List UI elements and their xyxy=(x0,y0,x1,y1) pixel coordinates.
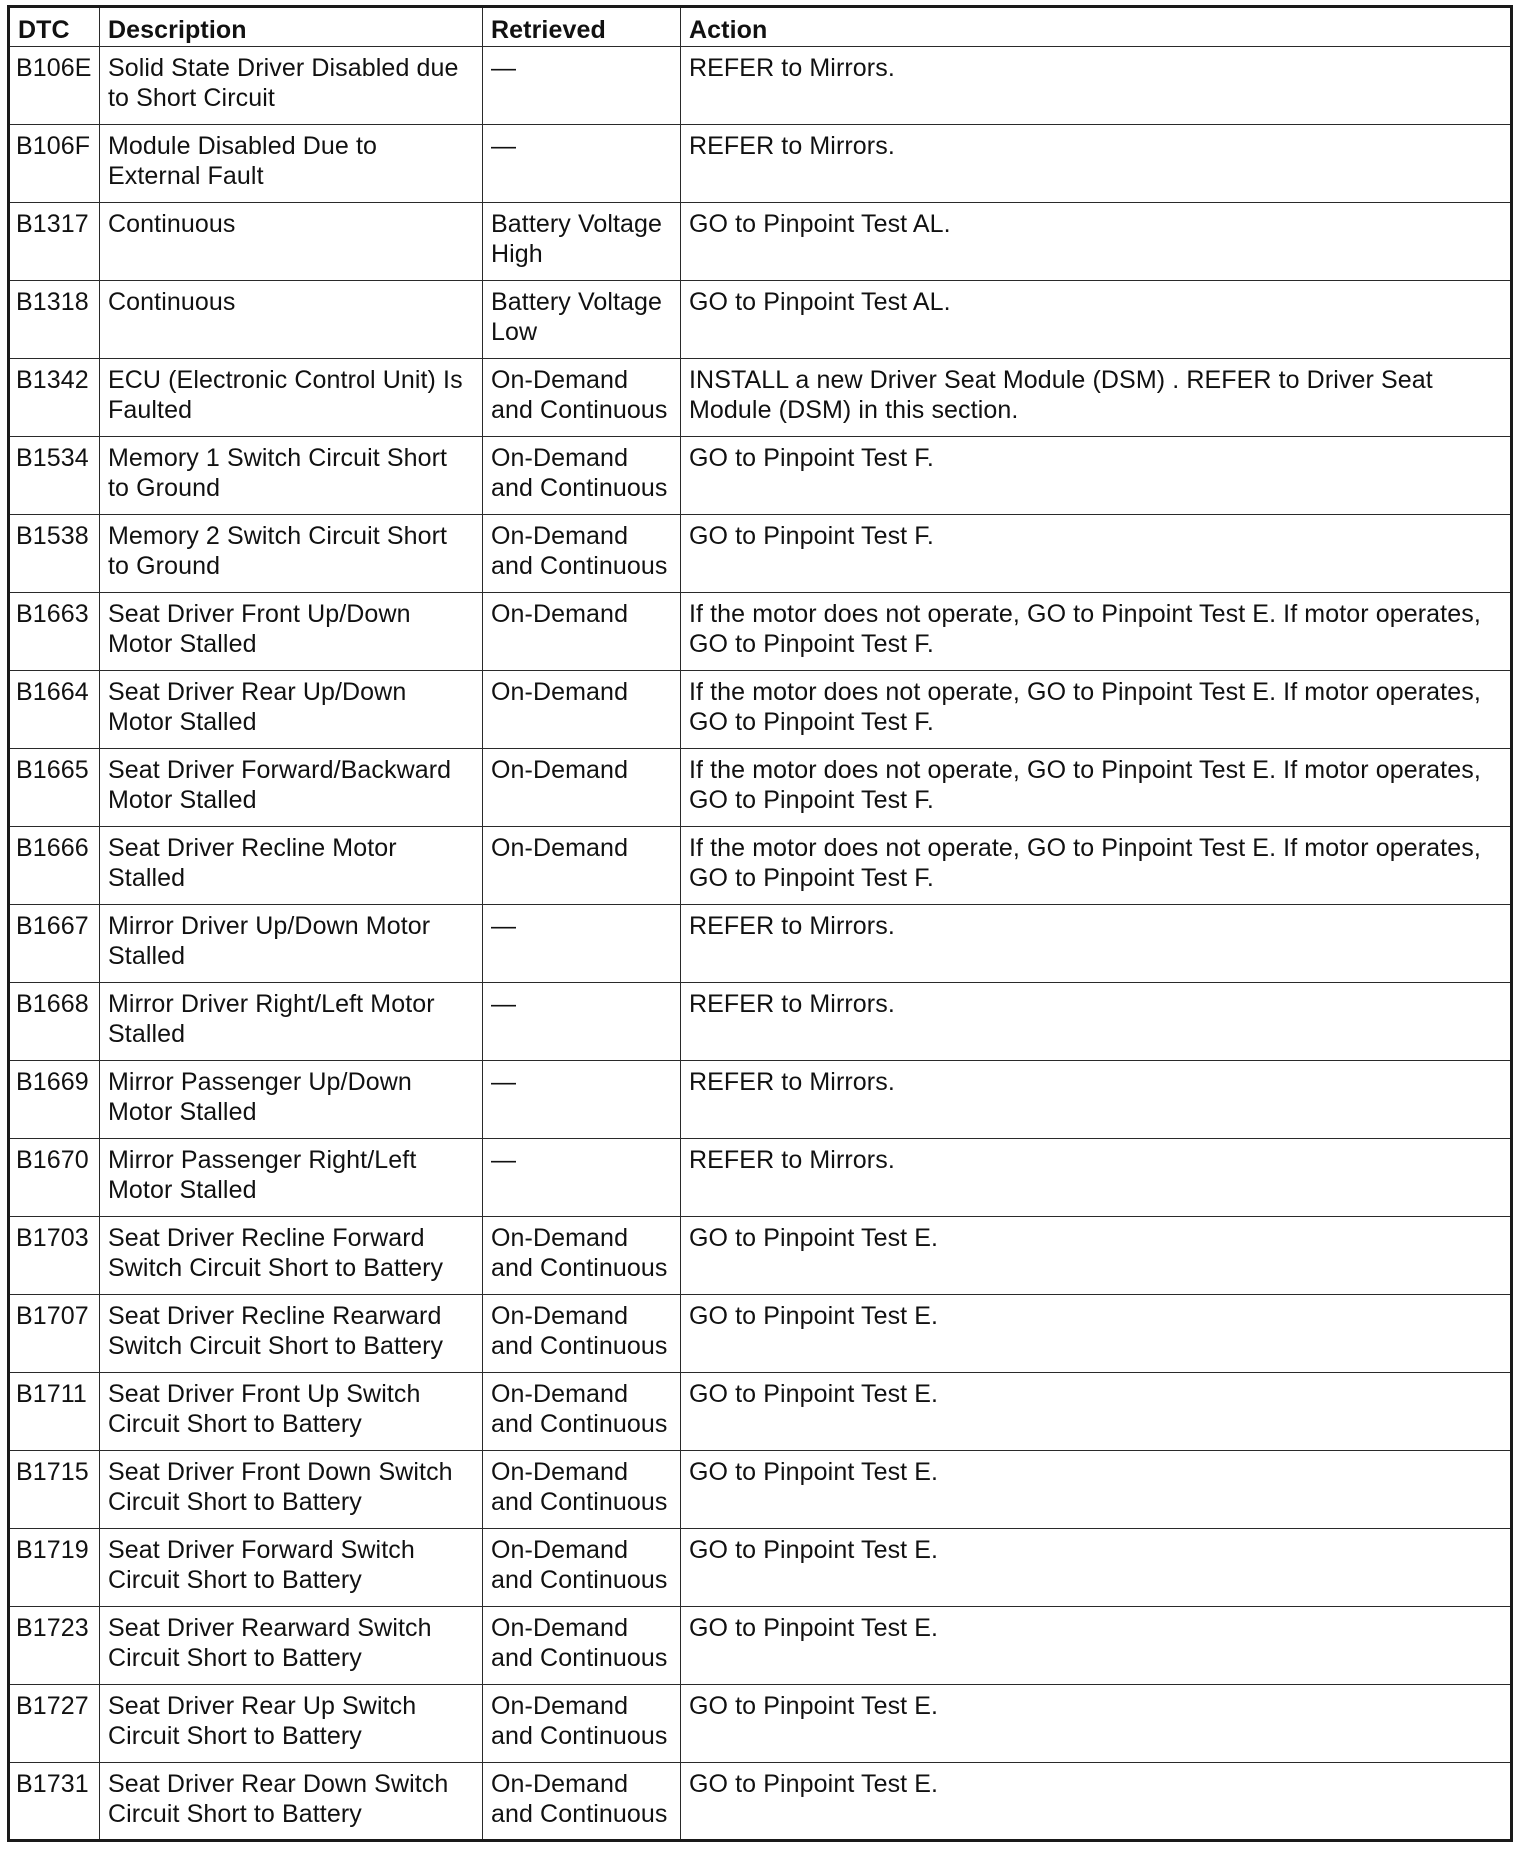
cell-dtc: B1731 xyxy=(9,1763,100,1841)
cell-action: GO to Pinpoint Test E. xyxy=(681,1217,1512,1295)
table-row xyxy=(9,203,1512,281)
cell-dtc: B106E xyxy=(9,47,100,125)
cell-description: Seat Driver Rear Up Switch Circuit Short to Battery xyxy=(100,1685,483,1763)
table-row xyxy=(9,125,1512,203)
cell-retrieved: On-Demand and Continuous xyxy=(483,515,681,593)
table-row xyxy=(9,593,1512,671)
cell-action: REFER to Mirrors. xyxy=(681,125,1512,203)
cell-retrieved: On-Demand xyxy=(483,827,681,905)
cell-dtc: B1317 xyxy=(9,203,100,281)
cell-description: Seat Driver Rearward Switch Circuit Short to Battery xyxy=(100,1607,483,1685)
table-row xyxy=(9,671,1512,749)
cell-action: GO to Pinpoint Test AL. xyxy=(681,203,1512,281)
table-row xyxy=(9,1451,1512,1529)
cell-action: GO to Pinpoint Test F. xyxy=(681,437,1512,515)
table-row xyxy=(9,47,1512,125)
cell-action: GO to Pinpoint Test F. xyxy=(681,515,1512,593)
cell-dtc: B1663 xyxy=(9,593,100,671)
cell-action: GO to Pinpoint Test E. xyxy=(681,1685,1512,1763)
table-row xyxy=(9,1373,1512,1451)
cell-dtc: B1669 xyxy=(9,1061,100,1139)
cell-action: GO to Pinpoint Test E. xyxy=(681,1373,1512,1451)
cell-description: Seat Driver Front Down Switch Circuit Short to Battery xyxy=(100,1451,483,1529)
cell-action: GO to Pinpoint Test E. xyxy=(681,1763,1512,1841)
cell-retrieved: On-Demand xyxy=(483,671,681,749)
cell-retrieved: On-Demand xyxy=(483,749,681,827)
cell-action: If the motor does not operate, GO to Pinpoint Test E. If motor operates, GO to Pinpoint Test F. xyxy=(681,827,1512,905)
cell-description: Seat Driver Rear Down Switch Circuit Short to Battery xyxy=(100,1763,483,1841)
cell-description: Seat Driver Recline Forward Switch Circuit Short to Battery xyxy=(100,1217,483,1295)
cell-dtc: B1665 xyxy=(9,749,100,827)
cell-description: Module Disabled Due to External Fault xyxy=(100,125,483,203)
cell-dtc: B1703 xyxy=(9,1217,100,1295)
cell-retrieved: — xyxy=(483,125,681,203)
cell-action: If the motor does not operate, GO to Pinpoint Test E. If motor operates, GO to Pinpoint Test F. xyxy=(681,593,1512,671)
cell-retrieved: — xyxy=(483,983,681,1061)
cell-retrieved: — xyxy=(483,1139,681,1217)
cell-retrieved: — xyxy=(483,47,681,125)
cell-dtc: B1538 xyxy=(9,515,100,593)
table-row xyxy=(9,515,1512,593)
cell-dtc: B1707 xyxy=(9,1295,100,1373)
cell-dtc: B1711 xyxy=(9,1373,100,1451)
cell-description: Seat Driver Front Up/Down Motor Stalled xyxy=(100,593,483,671)
table-row xyxy=(9,1685,1512,1763)
cell-description: Seat Driver Front Up Switch Circuit Short to Battery xyxy=(100,1373,483,1451)
cell-action: If the motor does not operate, GO to Pinpoint Test E. If motor operates, GO to Pinpoint Test F. xyxy=(681,749,1512,827)
cell-action: GO to Pinpoint Test E. xyxy=(681,1451,1512,1529)
cell-dtc: B106F xyxy=(9,125,100,203)
cell-dtc: B1719 xyxy=(9,1529,100,1607)
cell-retrieved: On-Demand and Continuous xyxy=(483,1607,681,1685)
table-row xyxy=(9,359,1512,437)
cell-dtc: B1668 xyxy=(9,983,100,1061)
cell-action: GO to Pinpoint Test E. xyxy=(681,1295,1512,1373)
table-row xyxy=(9,1139,1512,1217)
cell-retrieved: On-Demand and Continuous xyxy=(483,1295,681,1373)
cell-retrieved: — xyxy=(483,1061,681,1139)
table-row xyxy=(9,1295,1512,1373)
cell-retrieved: On-Demand and Continuous xyxy=(483,359,681,437)
table-body xyxy=(9,47,1512,1841)
cell-description: ECU (Electronic Control Unit) Is Faulted xyxy=(100,359,483,437)
table-row xyxy=(9,1061,1512,1139)
header-description: Description xyxy=(100,7,483,47)
header-action: Action xyxy=(681,7,1512,47)
cell-description: Mirror Passenger Up/Down Motor Stalled xyxy=(100,1061,483,1139)
table-row xyxy=(9,983,1512,1061)
cell-action: REFER to Mirrors. xyxy=(681,1061,1512,1139)
header-dtc: DTC xyxy=(9,7,100,47)
cell-action: REFER to Mirrors. xyxy=(681,47,1512,125)
cell-description: Mirror Driver Up/Down Motor Stalled xyxy=(100,905,483,983)
table-row xyxy=(9,749,1512,827)
cell-dtc: B1715 xyxy=(9,1451,100,1529)
cell-dtc: B1534 xyxy=(9,437,100,515)
table-row xyxy=(9,827,1512,905)
cell-retrieved: On-Demand and Continuous xyxy=(483,1685,681,1763)
cell-action: GO to Pinpoint Test E. xyxy=(681,1529,1512,1607)
cell-retrieved: On-Demand xyxy=(483,593,681,671)
cell-retrieved: Battery Voltage High xyxy=(483,203,681,281)
cell-retrieved: On-Demand and Continuous xyxy=(483,1763,681,1841)
cell-description: Seat Driver Recline Rearward Switch Circuit Short to Battery xyxy=(100,1295,483,1373)
table-row xyxy=(9,437,1512,515)
table-row xyxy=(9,1529,1512,1607)
cell-retrieved: On-Demand and Continuous xyxy=(483,1529,681,1607)
dtc-table xyxy=(7,5,1513,1842)
cell-description: Continuous xyxy=(100,203,483,281)
table-header xyxy=(9,7,1512,47)
cell-dtc: B1727 xyxy=(9,1685,100,1763)
table-row xyxy=(9,1217,1512,1295)
cell-description: Continuous xyxy=(100,281,483,359)
header-row xyxy=(9,7,1512,47)
cell-description: Memory 1 Switch Circuit Short to Ground xyxy=(100,437,483,515)
cell-dtc: B1667 xyxy=(9,905,100,983)
table-row xyxy=(9,281,1512,359)
cell-dtc: B1342 xyxy=(9,359,100,437)
cell-retrieved: Battery Voltage Low xyxy=(483,281,681,359)
cell-description: Seat Driver Rear Up/Down Motor Stalled xyxy=(100,671,483,749)
cell-dtc: B1666 xyxy=(9,827,100,905)
table-row xyxy=(9,1763,1512,1841)
cell-action: If the motor does not operate, GO to Pinpoint Test E. If motor operates, GO to Pinpoint Test F. xyxy=(681,671,1512,749)
cell-dtc: B1664 xyxy=(9,671,100,749)
cell-dtc: B1318 xyxy=(9,281,100,359)
cell-description: Solid State Driver Disabled due to Short Circuit xyxy=(100,47,483,125)
cell-action: REFER to Mirrors. xyxy=(681,905,1512,983)
cell-description: Memory 2 Switch Circuit Short to Ground xyxy=(100,515,483,593)
cell-action: REFER to Mirrors. xyxy=(681,1139,1512,1217)
cell-dtc: B1723 xyxy=(9,1607,100,1685)
table-row xyxy=(9,1607,1512,1685)
cell-description: Seat Driver Forward/Backward Motor Stalled xyxy=(100,749,483,827)
cell-retrieved: — xyxy=(483,905,681,983)
cell-action: INSTALL a new Driver Seat Module (DSM) . REFER to Driver Seat Module (DSM) in this section. xyxy=(681,359,1512,437)
cell-description: Mirror Driver Right/Left Motor Stalled xyxy=(100,983,483,1061)
cell-description: Seat Driver Forward Switch Circuit Short to Battery xyxy=(100,1529,483,1607)
cell-retrieved: On-Demand and Continuous xyxy=(483,1451,681,1529)
cell-action: GO to Pinpoint Test AL. xyxy=(681,281,1512,359)
cell-retrieved: On-Demand and Continuous xyxy=(483,437,681,515)
cell-retrieved: On-Demand and Continuous xyxy=(483,1217,681,1295)
table-row xyxy=(9,905,1512,983)
cell-description: Seat Driver Recline Motor Stalled xyxy=(100,827,483,905)
cell-action: GO to Pinpoint Test E. xyxy=(681,1607,1512,1685)
cell-dtc: B1670 xyxy=(9,1139,100,1217)
cell-description: Mirror Passenger Right/Left Motor Stalled xyxy=(100,1139,483,1217)
cell-action: REFER to Mirrors. xyxy=(681,983,1512,1061)
header-retrieved: Retrieved xyxy=(483,7,681,47)
cell-retrieved: On-Demand and Continuous xyxy=(483,1373,681,1451)
